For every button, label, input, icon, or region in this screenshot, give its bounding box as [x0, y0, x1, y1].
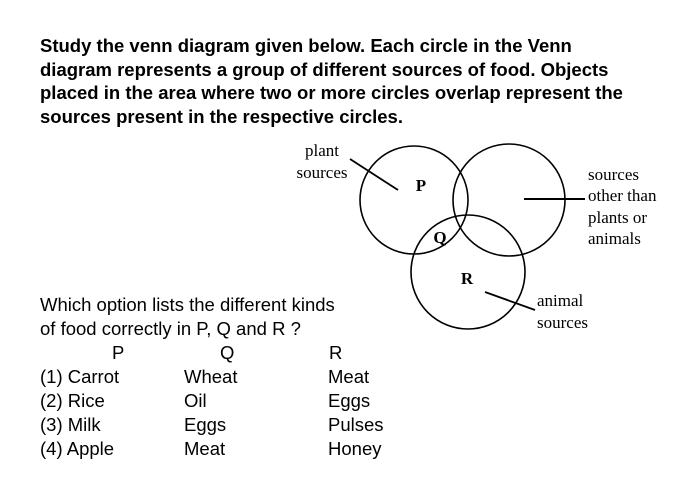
option-4-q: Meat — [184, 438, 226, 459]
label-animal-line1: animal — [537, 291, 584, 310]
option-row-4[interactable] — [40, 438, 440, 462]
options-table — [40, 342, 440, 462]
option-3-q: Eggs — [184, 414, 227, 435]
question-line: Study the venn diagram given below. Each circle in the Venn — [40, 35, 572, 56]
header-q: Q — [220, 342, 235, 363]
animal-pointer-line — [485, 292, 535, 310]
option-4-r: Honey — [328, 438, 382, 459]
option-row-1[interactable] — [40, 366, 440, 390]
options-header-row — [40, 342, 440, 366]
question-line: placed in the area where two or more circles overlap represent the — [40, 82, 623, 103]
option-row-3[interactable] — [40, 414, 440, 438]
prompt-line: of food correctly in P, Q and R ? — [40, 318, 301, 339]
label-plant-line1: plant — [305, 141, 339, 160]
option-2-p: (2) Rice — [40, 390, 105, 411]
region-p-label: P — [415, 176, 427, 195]
label-other-line3: plants or — [588, 208, 648, 227]
label-animal-line2: sources — [537, 313, 588, 332]
option-row-2[interactable] — [40, 390, 440, 414]
label-plant-line2: sources — [296, 163, 348, 182]
region-r-label: R — [460, 269, 474, 288]
plant-sources-circle — [360, 146, 468, 254]
header-r: R — [329, 342, 343, 363]
option-3-r: Pulses — [328, 414, 384, 435]
prompt-text — [40, 293, 335, 341]
option-1-p: (1) Carrot — [40, 366, 120, 387]
option-1-q: Wheat — [184, 366, 238, 387]
header-p: P — [112, 342, 125, 363]
option-2-r: Eggs — [328, 390, 371, 411]
label-other-line4: animals — [588, 229, 641, 248]
option-1-r: Meat — [328, 366, 370, 387]
option-3-p: (3) Milk — [40, 414, 101, 435]
prompt-line: Which option lists the different kinds — [40, 294, 335, 315]
question-line: diagram represents a group of different sources of food. Objects — [40, 58, 609, 80]
label-other-line2: other than — [588, 186, 657, 205]
label-other-line1: sources — [588, 165, 639, 184]
region-q-label: Q — [433, 228, 447, 247]
question-line: sources present in the respective circles. — [40, 105, 403, 127]
option-4-p: (4) Apple — [40, 438, 115, 459]
option-2-q: Oil — [184, 390, 207, 411]
